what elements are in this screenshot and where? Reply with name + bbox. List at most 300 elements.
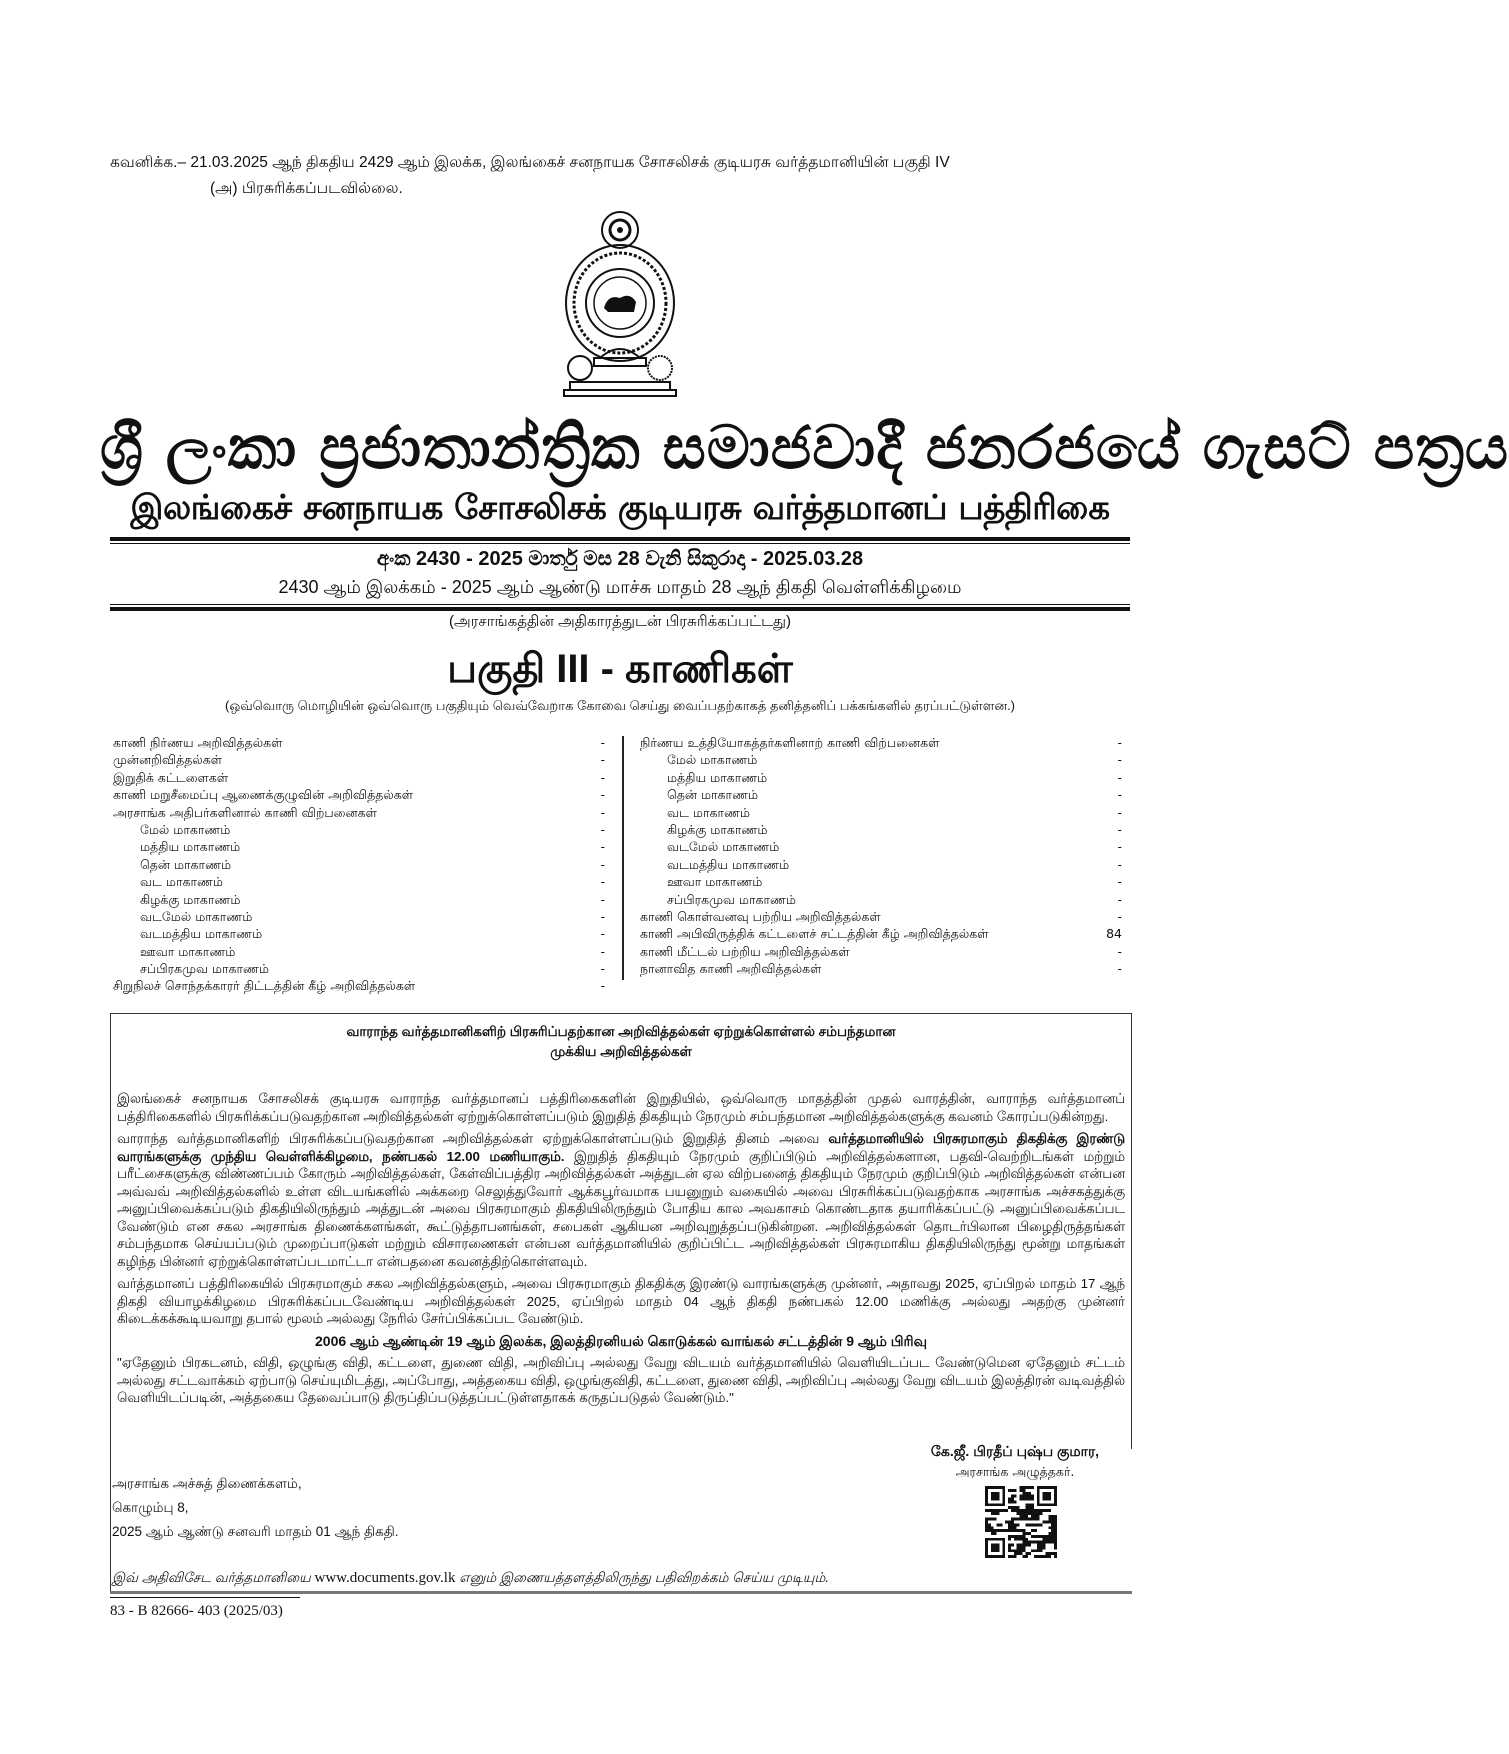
qr-module — [997, 1529, 1000, 1532]
qr-module — [1020, 1498, 1023, 1501]
qr-module — [1043, 1535, 1046, 1538]
toc-entry-page: - — [1117, 769, 1122, 785]
toc-entry-label: தென் மாகாணம் — [667, 787, 759, 803]
qr-module — [1014, 1489, 1017, 1492]
qr-module — [985, 1529, 988, 1532]
qr-module — [1051, 1552, 1054, 1555]
toc-entry[interactable] — [113, 838, 605, 855]
qr-module — [1025, 1523, 1028, 1526]
notice-paragraph-2-intro: வாராந்த வர்த்தமானிகளிற் பிரசுரிக்கப்படுவதற்கான அறிவித்தல்கள் ஏற்றுக்கொள்ளப்படும் இறுதித் தினம் அவை — [117, 1131, 829, 1146]
qr-module — [1045, 1552, 1048, 1555]
qr-module — [1037, 1549, 1040, 1552]
toc-entry-page: - — [1117, 821, 1122, 837]
qr-module — [988, 1518, 991, 1521]
toc-entry[interactable] — [113, 856, 605, 873]
qr-module — [1020, 1546, 1023, 1549]
qr-module — [1040, 1541, 1043, 1544]
qr-module — [1011, 1555, 1014, 1558]
qr-module — [1028, 1506, 1031, 1509]
qr-module — [1054, 1521, 1057, 1524]
state-emblem-icon — [560, 208, 680, 398]
part-note: (ஒவ்வொரு மொழியின் ஒவ்வொரு பகுதியும் வெவ்வேறாக கோவை செய்து வைப்பதற்காகத் தனித்தனிப் பக்கங்களில் தரப்பட்டுள்ளன.) — [224, 698, 1016, 713]
qr-module — [1022, 1512, 1025, 1515]
box-bottom-border — [110, 1591, 1132, 1594]
qr-module — [1014, 1535, 1017, 1538]
toc-entry-label: நிர்ணய உத்தியோகத்தர்களினாற் காணி விற்பனைகள் — [640, 735, 940, 750]
qr-module — [994, 1512, 997, 1515]
qr-module — [1037, 1512, 1040, 1515]
qr-module — [1008, 1544, 1011, 1547]
toc-entry-page: - — [600, 769, 605, 785]
qr-module — [991, 1532, 994, 1535]
qr-module — [1054, 1541, 1057, 1544]
act-section-title: 2006 ஆம் ஆண்டின் 19 ஆம் இலக்க, இலத்திரனியல் கொடுக்கல் வாங்கல் சட்டத்தின் 9 ஆம் பிரிவு — [315, 1332, 927, 1349]
qr-module — [1011, 1509, 1014, 1512]
toc-entry[interactable] — [640, 804, 1122, 821]
toc-entry-page: - — [1117, 891, 1122, 907]
notice-paragraph-2-rest: இறுதித் திகதியும் நேரமும் குறிப்பிடும் அறிவித்தல்களான, பதவி-வெற்றிடங்கள் மற்றும் பரீட்சைகளுக்கு விண்ணப்பம் கோரும் அறிவித்தல்கள், கேள்விப்பத்திர அறிவித்தல்கள் அத்துடன் ஏல விற்பனைத் திகதியும் நேரமும் குறிப்பிடும் அறிவித்தல்கள் என்பன அவ்வவ் அறிவித்தல்களில் உள்ள விடயங்களில் அக்கறை செலுத்துவோர் ஆக்கபூர்வமாக பயனுறும் வகையில் அவை பிரசுரிக்கப்படுவதற்காக அரசாங்க அச்சகத்துக்கு அனுப்பிவைக்கப்படும் திகதியிலிருந்தும் அத்துடன் அவை பிரசுரமாகும் திகதியிலிருந்தும் போதிய கால அவகாசம் கொண்டதாக தயாரிக்கப்பட்டு அனுப்பிவைக்கப்பட வேண்டும் என சகல அரசாங்க திணைக்களங்கள், கூட்டுத்தாபனங்கள், சபைகள் ஆகியன அறிவுறுத்தப்படுகின்றன. அறிவித்தல்கள் தொடர்பிலான பிழைதிருத்தங்கள் சம்பந்தமாக செய்யப்படும் முறைப்பாடுகள் மற்றும் விசாரணைகள் என்பன வர்த்தமானியில் குறிப்பிட்ட அறிவித்தல்கள் பிரசுரமாகிய திகதியிலிருந்து மூன்று மாதங்கள் கழிந்த பின்னர் ஏற்றுக்கொள்ளப்படமாட்டா என்பதனை கவனத்திற்கொள்ளவும். — [117, 1148, 1126, 1269]
qr-module — [1034, 1515, 1037, 1518]
qr-module — [985, 1523, 988, 1526]
toc-entry-label: காணி மீட்டல் பற்றிய அறிவித்தல்கள் — [640, 943, 850, 959]
toc-entry[interactable] — [640, 960, 1122, 977]
qr-module — [985, 1518, 988, 1521]
toc-entry-label: காணி கொள்வனவு பற்றிய அறிவித்தல்கள் — [640, 908, 881, 924]
qr-module — [1043, 1544, 1046, 1547]
toc-entry-label: மத்திய மாகாணம் — [140, 839, 241, 855]
qr-module — [1054, 1546, 1057, 1549]
qr-module — [1017, 1506, 1020, 1509]
toc-entry[interactable] — [113, 769, 605, 786]
authority-statement: (அரசாங்கத்தின் அதிகாரத்துடன் பிரசுரிக்கப்பட்டது) — [448, 613, 792, 630]
qr-module — [1031, 1523, 1034, 1526]
qr-module — [1025, 1518, 1028, 1521]
qr-module — [1025, 1541, 1028, 1544]
qr-module — [1005, 1509, 1008, 1512]
qr-module — [1051, 1526, 1054, 1529]
toc-entry-page: - — [1117, 839, 1122, 855]
qr-module — [1020, 1529, 1023, 1532]
qr-module — [1037, 1535, 1040, 1538]
important-notice-body — [111, 1090, 1131, 1407]
qr-module — [988, 1509, 991, 1512]
toc-entry[interactable] — [640, 943, 1122, 960]
qr-module — [1043, 1541, 1046, 1544]
notice-paragraph-2 — [117, 1130, 1125, 1270]
toc-entry[interactable] — [640, 838, 1122, 855]
qr-module — [1034, 1555, 1037, 1558]
qr-module — [1014, 1529, 1017, 1532]
important-notice-title-line-1: வாராந்த வர்த்தமானிகளிற் பிரசுரிப்பதற்கான அறிவித்தல்கள் ஏற்றுக்கொள்ளல் சம்பந்தமான — [346, 1024, 896, 1039]
qr-module — [1045, 1535, 1048, 1538]
masthead-title-sinhala: ශ්‍රී ලංකා ප්‍රජාතාන්ත්‍රික සමාජවාදී ජනරජයේ ගැසට් පත්‍රය — [100, 413, 1509, 483]
qr-module — [1040, 1509, 1043, 1512]
qr-module — [1025, 1515, 1028, 1518]
qr-module — [1031, 1535, 1034, 1538]
toc-entry-label: அரசாங்க அதிபர்களினால் காணி விற்பனைகள் — [113, 804, 377, 820]
qr-module — [1008, 1523, 1011, 1526]
toc-entry[interactable] — [113, 804, 605, 821]
qr-module — [1014, 1500, 1017, 1503]
qr-module — [999, 1529, 1002, 1532]
qr-module — [1022, 1486, 1025, 1489]
qr-module — [1008, 1529, 1011, 1532]
qr-module — [1008, 1526, 1011, 1529]
toc-entry[interactable] — [113, 821, 605, 838]
qr-module — [1034, 1523, 1037, 1526]
toc-entry[interactable] — [640, 925, 1122, 942]
toc-entry-page: - — [600, 752, 605, 768]
qr-module — [991, 1512, 994, 1515]
qr-module — [1025, 1495, 1028, 1498]
qr-module — [988, 1523, 991, 1526]
toc-entry[interactable] — [113, 943, 605, 960]
qr-module — [1034, 1541, 1037, 1544]
toc-entry-label: மத்திய மாகாணம் — [667, 769, 768, 785]
toc-entry-page: - — [600, 821, 605, 837]
qr-module — [1051, 1535, 1054, 1538]
qr-module — [1011, 1521, 1014, 1524]
notice-line-2: (அ) பிரசுரிக்கப்படவில்லை. — [210, 180, 403, 197]
qr-module — [999, 1523, 1002, 1526]
qr-module — [1014, 1523, 1017, 1526]
qr-module — [1037, 1509, 1040, 1512]
toc-entry[interactable] — [113, 908, 605, 925]
qr-module — [1008, 1549, 1011, 1552]
toc-entry[interactable] — [640, 786, 1122, 803]
qr-module — [1043, 1521, 1046, 1524]
qr-module — [1008, 1489, 1011, 1492]
qr-module — [1048, 1515, 1051, 1518]
toc-entry[interactable] — [640, 769, 1122, 786]
notice-paragraph-1: இலங்கைச் சனநாயக சோசலிசக் குடியரசு வாராந்த வர்த்தமானப் பத்திரிகைகளின் இறுதியில், ஒவ்வொரு மாதத்தின் முதல் வாரத்தின், வாராந்த வர்த்தமானப் பத்திரிகைகளில் பிரசுரிக்கப்படுவதற்கான அறிவித்தல்கள் ஏற்றுக்கொள்ளப்படும் இறுதித் திகதியும் நேரமும் சம்பந்தமான அறிவித்தல்களுக்கு கவனம் கோரப்படுகின்றது. — [117, 1091, 1125, 1124]
qr-module — [1020, 1552, 1023, 1555]
qr-module — [1034, 1535, 1037, 1538]
footer-print-code: 83 - B 82666- 403 (2025/03) — [110, 1603, 283, 1619]
qr-module — [1025, 1486, 1028, 1489]
toc-entry-page: - — [600, 908, 605, 924]
qr-module — [1011, 1518, 1014, 1521]
qr-module — [1054, 1535, 1057, 1538]
signer-role: அரசாங்க அழுத்தகர். — [955, 1464, 1075, 1479]
qr-module — [1040, 1549, 1043, 1552]
toc-entry-label: வடமேல் மாகாணம் — [667, 839, 780, 855]
qr-module — [997, 1509, 1000, 1512]
qr-module — [1031, 1498, 1034, 1501]
download-suffix: எனும் இணையத்தளத்திலிருந்து பதிவிறக்கம் செய்ய முடியும். — [455, 1570, 830, 1585]
qr-module — [1022, 1515, 1025, 1518]
toc-right-column — [640, 734, 1122, 977]
qr-module — [1034, 1549, 1037, 1552]
toc-entry[interactable] — [640, 856, 1122, 873]
act-section-quote: "ஏதேனும் பிரகடனம், விதி, ஒழுங்கு விதி, கட்டளை, துணை விதி, அறிவிப்பு அல்லது வேறு விடயம் வர்த்தமானியில் வெளியிடப்பட வேண்டுமென ஏதேனும் சட்டம் அல்லது சட்டவாக்கம் ஏற்பாடு செய்யுமிடத்து, அப்போது, அத்தகைய விதி, ஒழுங்குவிதி, கட்டளை, துணை விதி, அறிவிப்பு அல்லது வேறு விடயம் இலத்திரன் வடிவத்தில் வெளியிடப்படின், அத்தகைய தேவைப்பாடு திருப்திப்படுத்தப்பட்டுள்ளதாகக் கருதப்படுதல் வேண்டும்." — [117, 1355, 1125, 1405]
toc-entry-page: - — [1117, 787, 1122, 803]
qr-module — [1017, 1529, 1020, 1532]
qr-module — [1008, 1555, 1011, 1558]
qr-module — [1020, 1509, 1023, 1512]
toc-entry-page: - — [600, 804, 605, 820]
toc-divider — [622, 736, 624, 980]
qr-module — [1028, 1509, 1031, 1512]
qr-module — [1037, 1555, 1040, 1558]
toc-entry-label: வடமத்திய மாகாணம் — [140, 926, 263, 942]
toc-entry-label: சிறுநிலச் சொந்தக்காரர் திட்டத்தின் கீழ் அறிவித்தல்கள் — [113, 978, 416, 994]
qr-module — [1031, 1512, 1034, 1515]
qr-module — [1028, 1486, 1031, 1489]
qr-module — [1022, 1509, 1025, 1512]
qr-module — [1054, 1529, 1057, 1532]
qr-module — [1051, 1518, 1054, 1521]
toc-entry-label: தென் மாகாணம் — [140, 856, 232, 872]
qr-module — [1034, 1512, 1037, 1515]
toc-entry-label: ஊவா மாகாணம் — [140, 943, 236, 959]
qr-module — [1043, 1492, 1052, 1501]
qr-module — [1031, 1518, 1034, 1521]
qr-module — [994, 1529, 997, 1532]
toc-entry-label: நானாவித காணி அறிவித்தல்கள் — [640, 961, 822, 977]
qr-module — [991, 1518, 994, 1521]
qr-module — [1040, 1512, 1043, 1515]
toc-entry-label: சப்பிரகமுவ மாகாணம் — [140, 961, 269, 977]
qr-module — [1054, 1538, 1057, 1541]
toc-entry[interactable] — [113, 873, 605, 890]
masthead-rule-bottom-thin — [110, 604, 1130, 605]
qr-code-icon[interactable] — [985, 1486, 1057, 1558]
important-notice-box — [110, 1013, 1132, 1449]
toc-entry[interactable] — [113, 925, 605, 942]
qr-module — [1014, 1518, 1017, 1521]
qr-module — [997, 1523, 1000, 1526]
qr-module — [1022, 1535, 1025, 1538]
qr-module — [1031, 1495, 1034, 1498]
toc-entry[interactable] — [640, 891, 1122, 908]
qr-module — [1022, 1529, 1025, 1532]
toc-entry-label: காணி மறுசீமைப்பு ஆணைக்குழுவின் அறிவித்தல்கள் — [113, 787, 414, 803]
qr-module — [1014, 1549, 1017, 1552]
masthead-rule-bottom — [110, 607, 1130, 611]
qr-module — [1034, 1518, 1037, 1521]
toc-entry-label: ஊவா மாகாணம் — [667, 874, 763, 890]
qr-module — [1051, 1515, 1054, 1518]
qr-module — [1011, 1549, 1014, 1552]
important-notice-title — [111, 1022, 1131, 1062]
qr-module — [991, 1509, 994, 1512]
qr-module — [1022, 1489, 1025, 1492]
qr-module — [1028, 1544, 1031, 1547]
qr-module — [1054, 1555, 1057, 1558]
qr-module — [1025, 1506, 1028, 1509]
qr-module — [1028, 1503, 1031, 1506]
toc-entry[interactable] — [113, 960, 605, 977]
toc-entry-page: - — [1117, 961, 1122, 977]
toc-entry-page: - — [1117, 943, 1122, 959]
qr-module — [1020, 1538, 1023, 1541]
toc-entry-page: - — [600, 943, 605, 959]
qr-module — [1005, 1529, 1008, 1532]
qr-module — [1022, 1546, 1025, 1549]
qr-module — [1031, 1506, 1034, 1509]
qr-module — [1028, 1523, 1031, 1526]
qr-module — [1040, 1523, 1043, 1526]
qr-module — [1025, 1552, 1028, 1555]
qr-module — [991, 1529, 994, 1532]
qr-module — [985, 1526, 988, 1529]
qr-module — [999, 1509, 1002, 1512]
toc-entry-label: முன்னறிவித்தல்கள் — [113, 752, 223, 768]
qr-module — [1014, 1506, 1017, 1509]
qr-module — [1017, 1544, 1020, 1547]
qr-module — [1048, 1552, 1051, 1555]
toc-entry[interactable] — [640, 821, 1122, 838]
qr-module — [1037, 1523, 1040, 1526]
qr-module — [1031, 1541, 1034, 1544]
qr-module — [1014, 1509, 1017, 1512]
qr-module — [1022, 1532, 1025, 1535]
qr-module — [1028, 1532, 1031, 1535]
qr-module — [1014, 1555, 1017, 1558]
qr-module — [1022, 1555, 1025, 1558]
qr-module — [994, 1518, 997, 1521]
qr-module — [1017, 1518, 1020, 1521]
qr-module — [1017, 1538, 1020, 1541]
qr-module — [1031, 1486, 1034, 1489]
qr-module — [1037, 1544, 1040, 1547]
qr-module — [988, 1526, 991, 1529]
qr-module — [1034, 1509, 1037, 1512]
part-title: பகுதி III - காணிகள் — [447, 647, 793, 691]
qr-module — [1028, 1518, 1031, 1521]
qr-module — [1022, 1538, 1025, 1541]
qr-module — [1040, 1544, 1043, 1547]
toc-entry[interactable] — [113, 977, 605, 994]
qr-module — [1017, 1509, 1020, 1512]
toc-entry-page: - — [600, 839, 605, 855]
qr-module — [988, 1529, 991, 1532]
qr-module — [1054, 1552, 1057, 1555]
qr-module — [1017, 1552, 1020, 1555]
qr-module — [1051, 1532, 1054, 1535]
qr-module — [1011, 1529, 1014, 1532]
qr-module — [1017, 1512, 1020, 1515]
qr-module — [1037, 1541, 1040, 1544]
qr-module — [1037, 1515, 1040, 1518]
qr-module — [1054, 1544, 1057, 1547]
qr-module — [1022, 1549, 1025, 1552]
toc-entry[interactable] — [640, 734, 1122, 751]
qr-module — [1045, 1509, 1048, 1512]
qr-module — [1048, 1532, 1051, 1535]
qr-module — [1020, 1489, 1023, 1492]
qr-module — [1051, 1529, 1054, 1532]
documents-website-link[interactable]: www.documents.gov.lk — [314, 1570, 456, 1586]
qr-module — [1017, 1546, 1020, 1549]
qr-module — [1002, 1509, 1005, 1512]
qr-module — [1043, 1538, 1046, 1541]
toc-entry-label: வடமேல் மாகாணம் — [140, 908, 253, 924]
toc-entry[interactable] — [113, 751, 605, 768]
important-notice-title-line-2: முக்கிய அறிவித்தல்கள் — [550, 1044, 692, 1059]
qr-module — [1025, 1492, 1028, 1495]
toc-left-column — [113, 734, 605, 995]
qr-module — [1048, 1509, 1051, 1512]
toc-entry[interactable] — [640, 751, 1122, 768]
qr-module — [1014, 1538, 1017, 1541]
qr-module — [1022, 1498, 1025, 1501]
toc-entry-label: காணி அபிவிருத்திக் கட்டளைச் சட்டத்தின் கீழ் அறிவித்தல்கள் — [640, 926, 989, 942]
qr-module — [1025, 1512, 1028, 1515]
qr-module — [1028, 1552, 1031, 1555]
qr-module — [1020, 1512, 1023, 1515]
qr-module — [1025, 1538, 1028, 1541]
qr-module — [1011, 1498, 1014, 1501]
qr-module — [1051, 1541, 1054, 1544]
qr-module — [994, 1509, 997, 1512]
qr-module — [1028, 1512, 1031, 1515]
toc-entry[interactable] — [640, 873, 1122, 890]
qr-module — [1020, 1544, 1023, 1547]
qr-module — [1048, 1555, 1051, 1558]
qr-module — [1022, 1541, 1025, 1544]
toc-entry-label: கிழக்கு மாகாணம் — [667, 821, 768, 837]
qr-module — [1028, 1495, 1031, 1498]
toc-entry-page: - — [600, 891, 605, 907]
toc-entry-page: - — [1117, 908, 1122, 924]
qr-module — [1025, 1544, 1028, 1547]
toc-entry-page: - — [600, 978, 605, 994]
toc-entry-page: - — [1117, 874, 1122, 890]
qr-module — [1017, 1535, 1020, 1538]
qr-module — [1002, 1529, 1005, 1532]
qr-module — [1054, 1515, 1057, 1518]
qr-module — [1045, 1555, 1048, 1558]
toc-entry[interactable] — [640, 908, 1122, 925]
qr-module — [1025, 1555, 1028, 1558]
qr-module — [1043, 1555, 1046, 1558]
qr-module — [1020, 1515, 1023, 1518]
qr-module — [1054, 1518, 1057, 1521]
notice-paragraph-2-deadline: வர்த்தமானியில் பிரசுரமாகும் திகதிக்கு இரண்டு வாரங்களுக்கு முந்திய வெள்ளிக்கிழமை, நண்பகல் 12.00 மணியாகும். — [117, 1131, 1125, 1164]
toc-entry[interactable] — [113, 786, 605, 803]
qr-module — [1011, 1544, 1014, 1547]
toc-entry-page: - — [1117, 856, 1122, 872]
toc-entry[interactable] — [113, 734, 605, 751]
qr-module — [1040, 1555, 1043, 1558]
toc-entry-label: மேல் மாகாணம் — [667, 752, 758, 768]
qr-module — [1048, 1518, 1051, 1521]
toc-entry-page: - — [600, 926, 605, 942]
toc-entry[interactable] — [113, 891, 605, 908]
toc-entry-page: - — [600, 787, 605, 803]
signer-name: கே.ஜீ. பிரதீப் புஷ்ப குமார, — [930, 1443, 1100, 1459]
issue-line-sinhala: අංක 2430 - 2025 මාර්තු මස 28 වැනි සිකුරාදා - 2025.03.28 — [376, 548, 864, 570]
qr-module — [1028, 1492, 1031, 1495]
qr-module — [1011, 1495, 1014, 1498]
qr-module — [1008, 1546, 1011, 1549]
qr-module — [1008, 1498, 1011, 1501]
qr-module — [1037, 1518, 1040, 1521]
qr-module — [994, 1532, 997, 1535]
toc-entry-label: வடமத்திய மாகாணம் — [667, 856, 790, 872]
qr-module — [1014, 1495, 1017, 1498]
toc-entry-page: - — [600, 735, 605, 750]
qr-module — [1028, 1498, 1031, 1501]
qr-module — [1011, 1526, 1014, 1529]
qr-module — [1045, 1541, 1048, 1544]
download-note — [112, 1567, 912, 1589]
qr-module — [1014, 1526, 1017, 1529]
qr-module — [1031, 1549, 1034, 1552]
toc-entry-label: வட மாகாணம் — [140, 874, 223, 890]
